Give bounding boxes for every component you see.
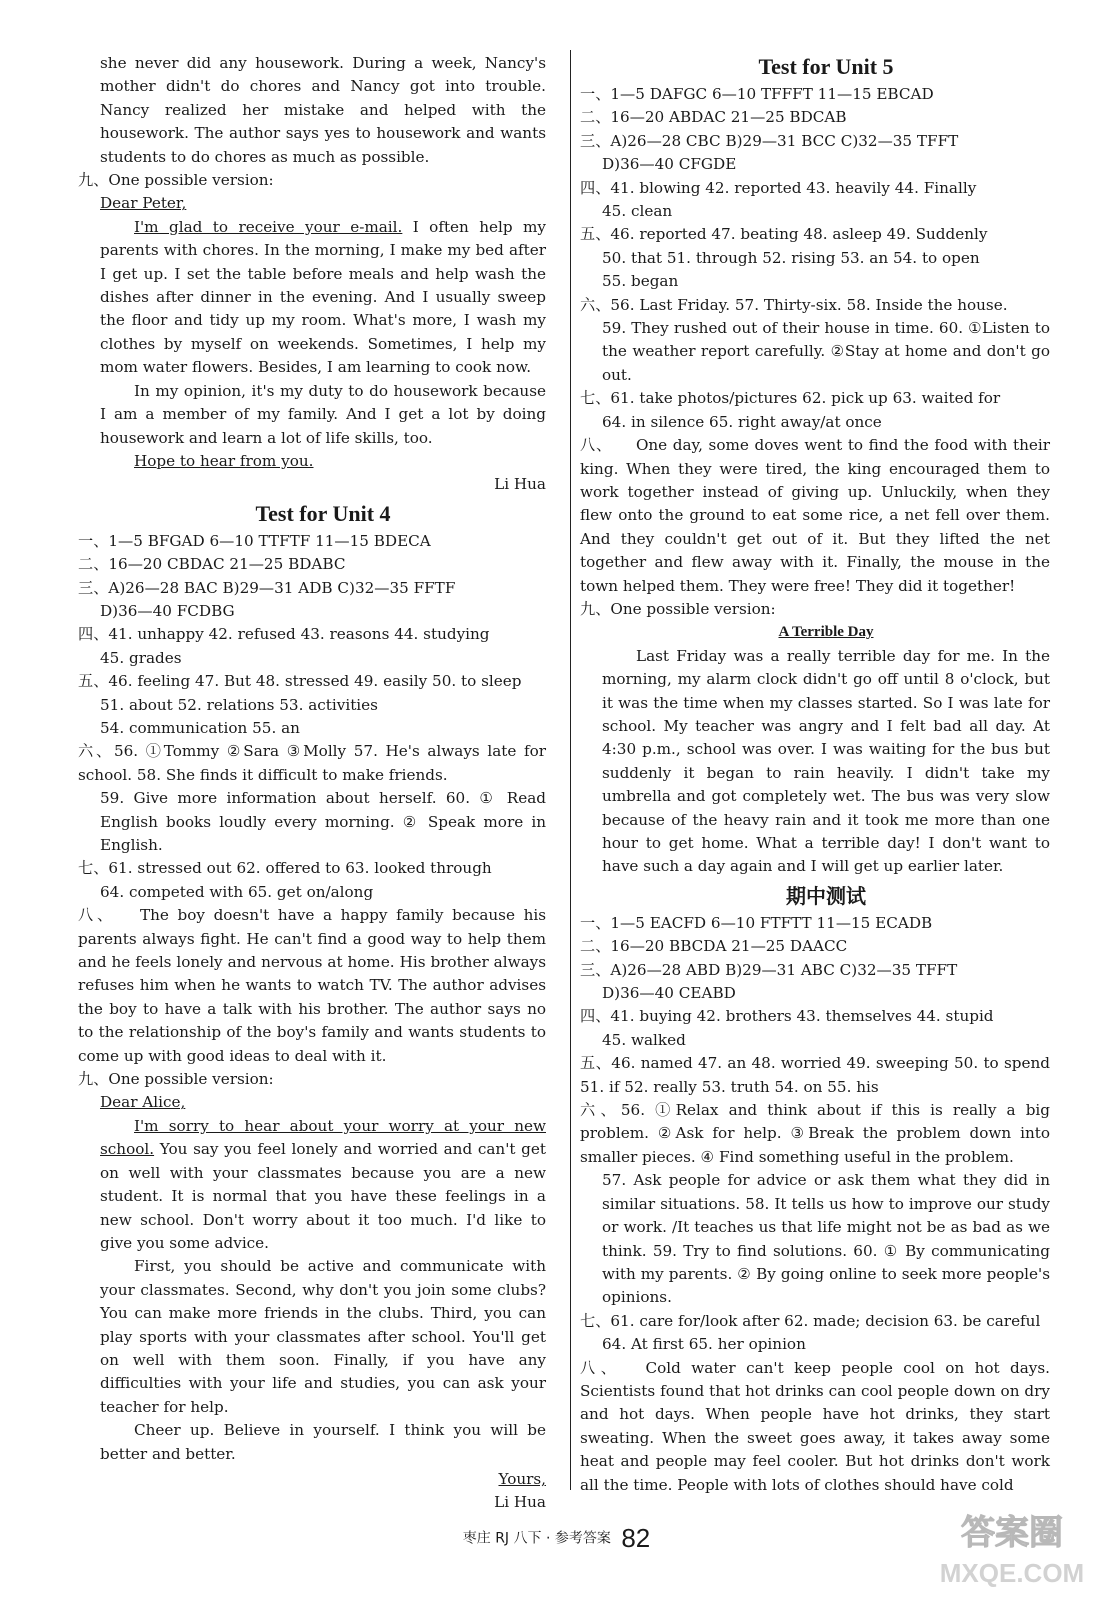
column-divider bbox=[570, 50, 571, 1490]
midterm-answers-6: 45. walked bbox=[602, 1030, 686, 1049]
unit4-answers-10: 六、56. ①Tommy ②Sara ③Molly 57. He's always late for school. 58. She finds it difficult to make friends. bbox=[78, 742, 546, 784]
unit3-letter-opening: I'm glad to receive your e-mail. bbox=[134, 217, 403, 236]
unit5-summary-label: 八、 bbox=[580, 436, 612, 455]
left-column bbox=[78, 52, 547, 1515]
unit4-answers-6: 45. grades bbox=[100, 648, 182, 667]
unit4-answers-4: D)36—40 FCDBG bbox=[100, 601, 235, 620]
unit4-answers-9: 54. communication 55. an bbox=[100, 718, 300, 737]
unit4-letter-paragraph-1 bbox=[100, 1115, 546, 1255]
midterm-summary-text: Cold water can't keep people cool on hot days. Scientists found that hot drinks can cool people down on dry and hot days. When people have hot drinks, they start sweating. When the sweet goes away, it takes away some heat and people may feel cooler. But hot drinks don't work all the time. People with lots of clothes should have cold bbox=[580, 1358, 1051, 1494]
midterm-answers-3: 三、A)26—28 ABD B)29—31 ABC C)32—35 TFFT bbox=[580, 960, 958, 979]
unit5-essay-title: A Terrible Day bbox=[778, 624, 874, 641]
unit4-answers-5: 四、41. unhappy 42. refused 43. reasons 44. studying bbox=[78, 625, 490, 644]
unit5-answers-2: 二、16—20 ABDAC 21—25 BDCAB bbox=[580, 108, 847, 127]
page-number: 82 bbox=[621, 1523, 651, 1553]
unit5-writing-label: 九、One possible version: bbox=[580, 599, 776, 618]
midterm-answers-8: 六、56. ①Relax and think about if this is really a big problem. ②Ask for help. ③Break the problem down into smaller pieces. ④ Find something useful in the problem. bbox=[580, 1101, 1050, 1166]
unit3-letter-signature: Li Hua bbox=[494, 475, 546, 494]
unit4-letter-body: You say you feel lonely and worried and can't get on well with your classmates because you are a new student. It is normal that you have these feelings in a new school. Don't worry about it too much. I'd like to give you some advice. bbox=[100, 1140, 546, 1252]
unit3-continued-paragraph: she never did any housework. During a week, Nancy's mother didn't do chores and Nancy got into trouble. Nancy realized her mistake and helped with the housework. The author says yes to housework and wants students to do chores as much as possible. bbox=[100, 54, 546, 166]
unit3-letter-paragraph-1 bbox=[100, 216, 546, 380]
unit4-title: Test for Unit 4 bbox=[255, 500, 391, 526]
watermark-text-cn: 答案圈 bbox=[961, 1513, 1063, 1553]
unit4-writing-label: 九、One possible version: bbox=[78, 1070, 274, 1089]
midterm-title: 期中测试 bbox=[786, 883, 866, 908]
watermark-text-en: MXQE.COM bbox=[939, 1558, 1085, 1588]
unit5-answers-5: 四、41. blowing 42. reported 43. heavily 44. Finally bbox=[580, 178, 977, 197]
unit4-answers-2: 二、16—20 CBDAC 21—25 BDABC bbox=[78, 555, 346, 574]
midterm-summary-label: 八、 bbox=[580, 1358, 622, 1377]
unit3-writing-label: 九、One possible version: bbox=[78, 171, 274, 190]
unit5-title: Test for Unit 5 bbox=[758, 54, 894, 79]
unit5-answers-1: 一、1—5 DAFGC 6—10 TFFFT 11—15 EBCAD bbox=[580, 85, 934, 103]
watermark-logo bbox=[918, 1500, 1106, 1596]
midterm-answers-9: 57. Ask people for advice or ask them what they did in similar situations. 58. It tells us how to improve our study or work. /It teaches us that life might not be as bad as we think. 59. Try to find solutions. 60. ① By communicating with my parents. ② By going online to seek more people's opinions. bbox=[602, 1171, 1050, 1307]
unit4-summary bbox=[78, 904, 546, 1068]
midterm-answers-2: 二、16—20 BBCDA 21—25 DAACC bbox=[580, 937, 848, 956]
unit5-answers-8: 50. that 51. through 52. rising 53. an 54. to open bbox=[602, 248, 980, 267]
unit5-answers-4: D)36—40 CFGDE bbox=[602, 155, 737, 174]
unit3-letter-salutation: Dear Peter, bbox=[100, 194, 187, 213]
unit5-answers-9: 55. began bbox=[602, 272, 679, 291]
unit5-answers-13: 64. in silence 65. right away/at once bbox=[602, 412, 882, 431]
unit4-summary-label: 八、 bbox=[78, 906, 116, 925]
unit5-answers-10: 六、56. Last Friday. 57. Thirty-six. 58. Inside the house. bbox=[580, 295, 1008, 314]
midterm-answers-4: D)36—40 CEABD bbox=[602, 984, 736, 1003]
unit4-answers-11: 59. Give more information about herself. 60. ① Read English books loudly every morning. ② Speak more in English. bbox=[100, 789, 546, 854]
midterm-summary bbox=[580, 1357, 1050, 1497]
unit5-answers-12: 七、61. take photos/pictures 62. pick up 63. waited for bbox=[580, 389, 1001, 408]
unit5-answers-6: 45. clean bbox=[602, 202, 673, 221]
unit4-answers-8: 51. about 52. relations 53. activities bbox=[100, 695, 378, 714]
midterm-answers-5: 四、41. buying 42. brothers 43. themselves 44. stupid bbox=[580, 1007, 994, 1026]
right-column bbox=[580, 52, 1051, 1497]
unit4-answers-13: 64. competed with 65. get on/along bbox=[100, 882, 374, 901]
unit4-answers-7: 五、46. feeling 47. But 48. stressed 49. easily 50. to sleep bbox=[78, 672, 522, 691]
unit3-letter-closing-text: Hope to hear from you. bbox=[134, 451, 314, 470]
midterm-answers-11: 64. At first 65. her opinion bbox=[602, 1335, 806, 1354]
midterm-answers-1: 一、1—5 EACFD 6—10 FTFTT 11—15 ECADB bbox=[580, 913, 933, 932]
unit4-letter-paragraph-3: Cheer up. Believe in yourself. I think you will be better and better. bbox=[100, 1421, 546, 1463]
unit4-letter-paragraph-2: First, you should be active and communicate with your classmates. Second, why don't you join some clubs? You can make more friends in the clubs. Third, you can play sports with your classmates after school. You'll get on well with them soon. Finally, if you have any difficulties with your life and studies, you can ask your teacher for help. bbox=[100, 1257, 546, 1416]
unit4-answers-1: 一、1—5 BFGAD 6—10 TTFTF 11—15 BDECA bbox=[78, 531, 431, 550]
unit5-essay-body: Last Friday was a really terrible day for me. In the morning, my alarm clock didn't go off until 8 o'clock, but it was the time when my classes started. So I was late for school. My teacher was angry and I felt bad all day. At 4:30 p.m., school was over. I was waiting for the bus but suddenly it began to rain heavily. I didn't take my umbrella and got completely wet. The bus was very slow because of the heavy rain and it took me more than one hour to get home. What a terrible day! I don't want to have such a day again and I will get up earlier later. bbox=[602, 646, 1050, 876]
midterm-answers-10: 七、61. care for/look after 62. made; decision 63. be careful bbox=[580, 1311, 1041, 1330]
unit5-summary bbox=[580, 434, 1050, 598]
unit4-letter-close: Yours, bbox=[498, 1469, 546, 1488]
footer-label: 枣庄 RJ 八下 · 参考答案 bbox=[462, 1530, 611, 1547]
unit4-letter-salutation: Dear Alice, bbox=[100, 1093, 186, 1112]
unit4-summary-text: The boy doesn't have a happy family because his parents always fight. He can't find a good way to help them and he feels lonely and nervous at home. His brother always refuses him when he wants to watch TV. The author advises the boy to have a talk with his brother. The author says no to the relationship of the boy's family and wants students to come up with good ideas to deal with it. bbox=[78, 906, 547, 1065]
unit4-letter-signature: Li Hua bbox=[494, 1493, 546, 1512]
unit4-answers-3: 三、A)26—28 BAC B)29—31 ADB C)32—35 FFTF bbox=[78, 578, 456, 597]
unit3-letter-body: I often help my parents with chores. In the morning, I make my bed after I get up. I set the table before meals and help wash the dishes after dinner in the evening. And I usually sweep the floor and tidy up my room. What's more, I wash my clothes by myself on weekends. Sometimes, I help my mom water flowers. Besides, I am learning to cook now. bbox=[100, 217, 546, 377]
unit3-letter-paragraph-2: In my opinion, it's my duty to do housework because I am a member of my family. And I get a lot by doing housework and learn a lot of life skills, too. bbox=[100, 381, 546, 447]
unit5-answers-3: 三、A)26—28 CBC B)29—31 BCC C)32—35 TFFT bbox=[580, 131, 959, 150]
unit5-summary-text: One day, some doves went to find the food with their king. When they were tired, the king encouraged them to work together instead of giving up. Unluckily, when they flew onto the ground to eat some rice, a net fell over them. And they couldn't get out of it. But they lifted the net together and flew away with it. Finally, the mouse in the town helped them. They were free! They did it together! bbox=[580, 436, 1050, 595]
unit3-letter-closing bbox=[100, 450, 546, 473]
unit5-answers-11: 59. They rushed out of their house in time. 60. ①Listen to the weather report carefully. ②Stay at home and don't go out. bbox=[602, 319, 1050, 384]
unit4-letter-opening: I'm sorry to hear about your worry at your new school. bbox=[100, 1116, 546, 1159]
midterm-answers-7: 五、46. named 47. an 48. worried 49. sweeping 50. to spend 51. if 52. really 53. truth 54. on 55. his bbox=[580, 1054, 1050, 1096]
unit4-answers-12: 七、61. stressed out 62. offered to 63. looked through bbox=[78, 859, 492, 878]
unit5-answers-7: 五、46. reported 47. beating 48. asleep 49. Suddenly bbox=[580, 225, 988, 244]
